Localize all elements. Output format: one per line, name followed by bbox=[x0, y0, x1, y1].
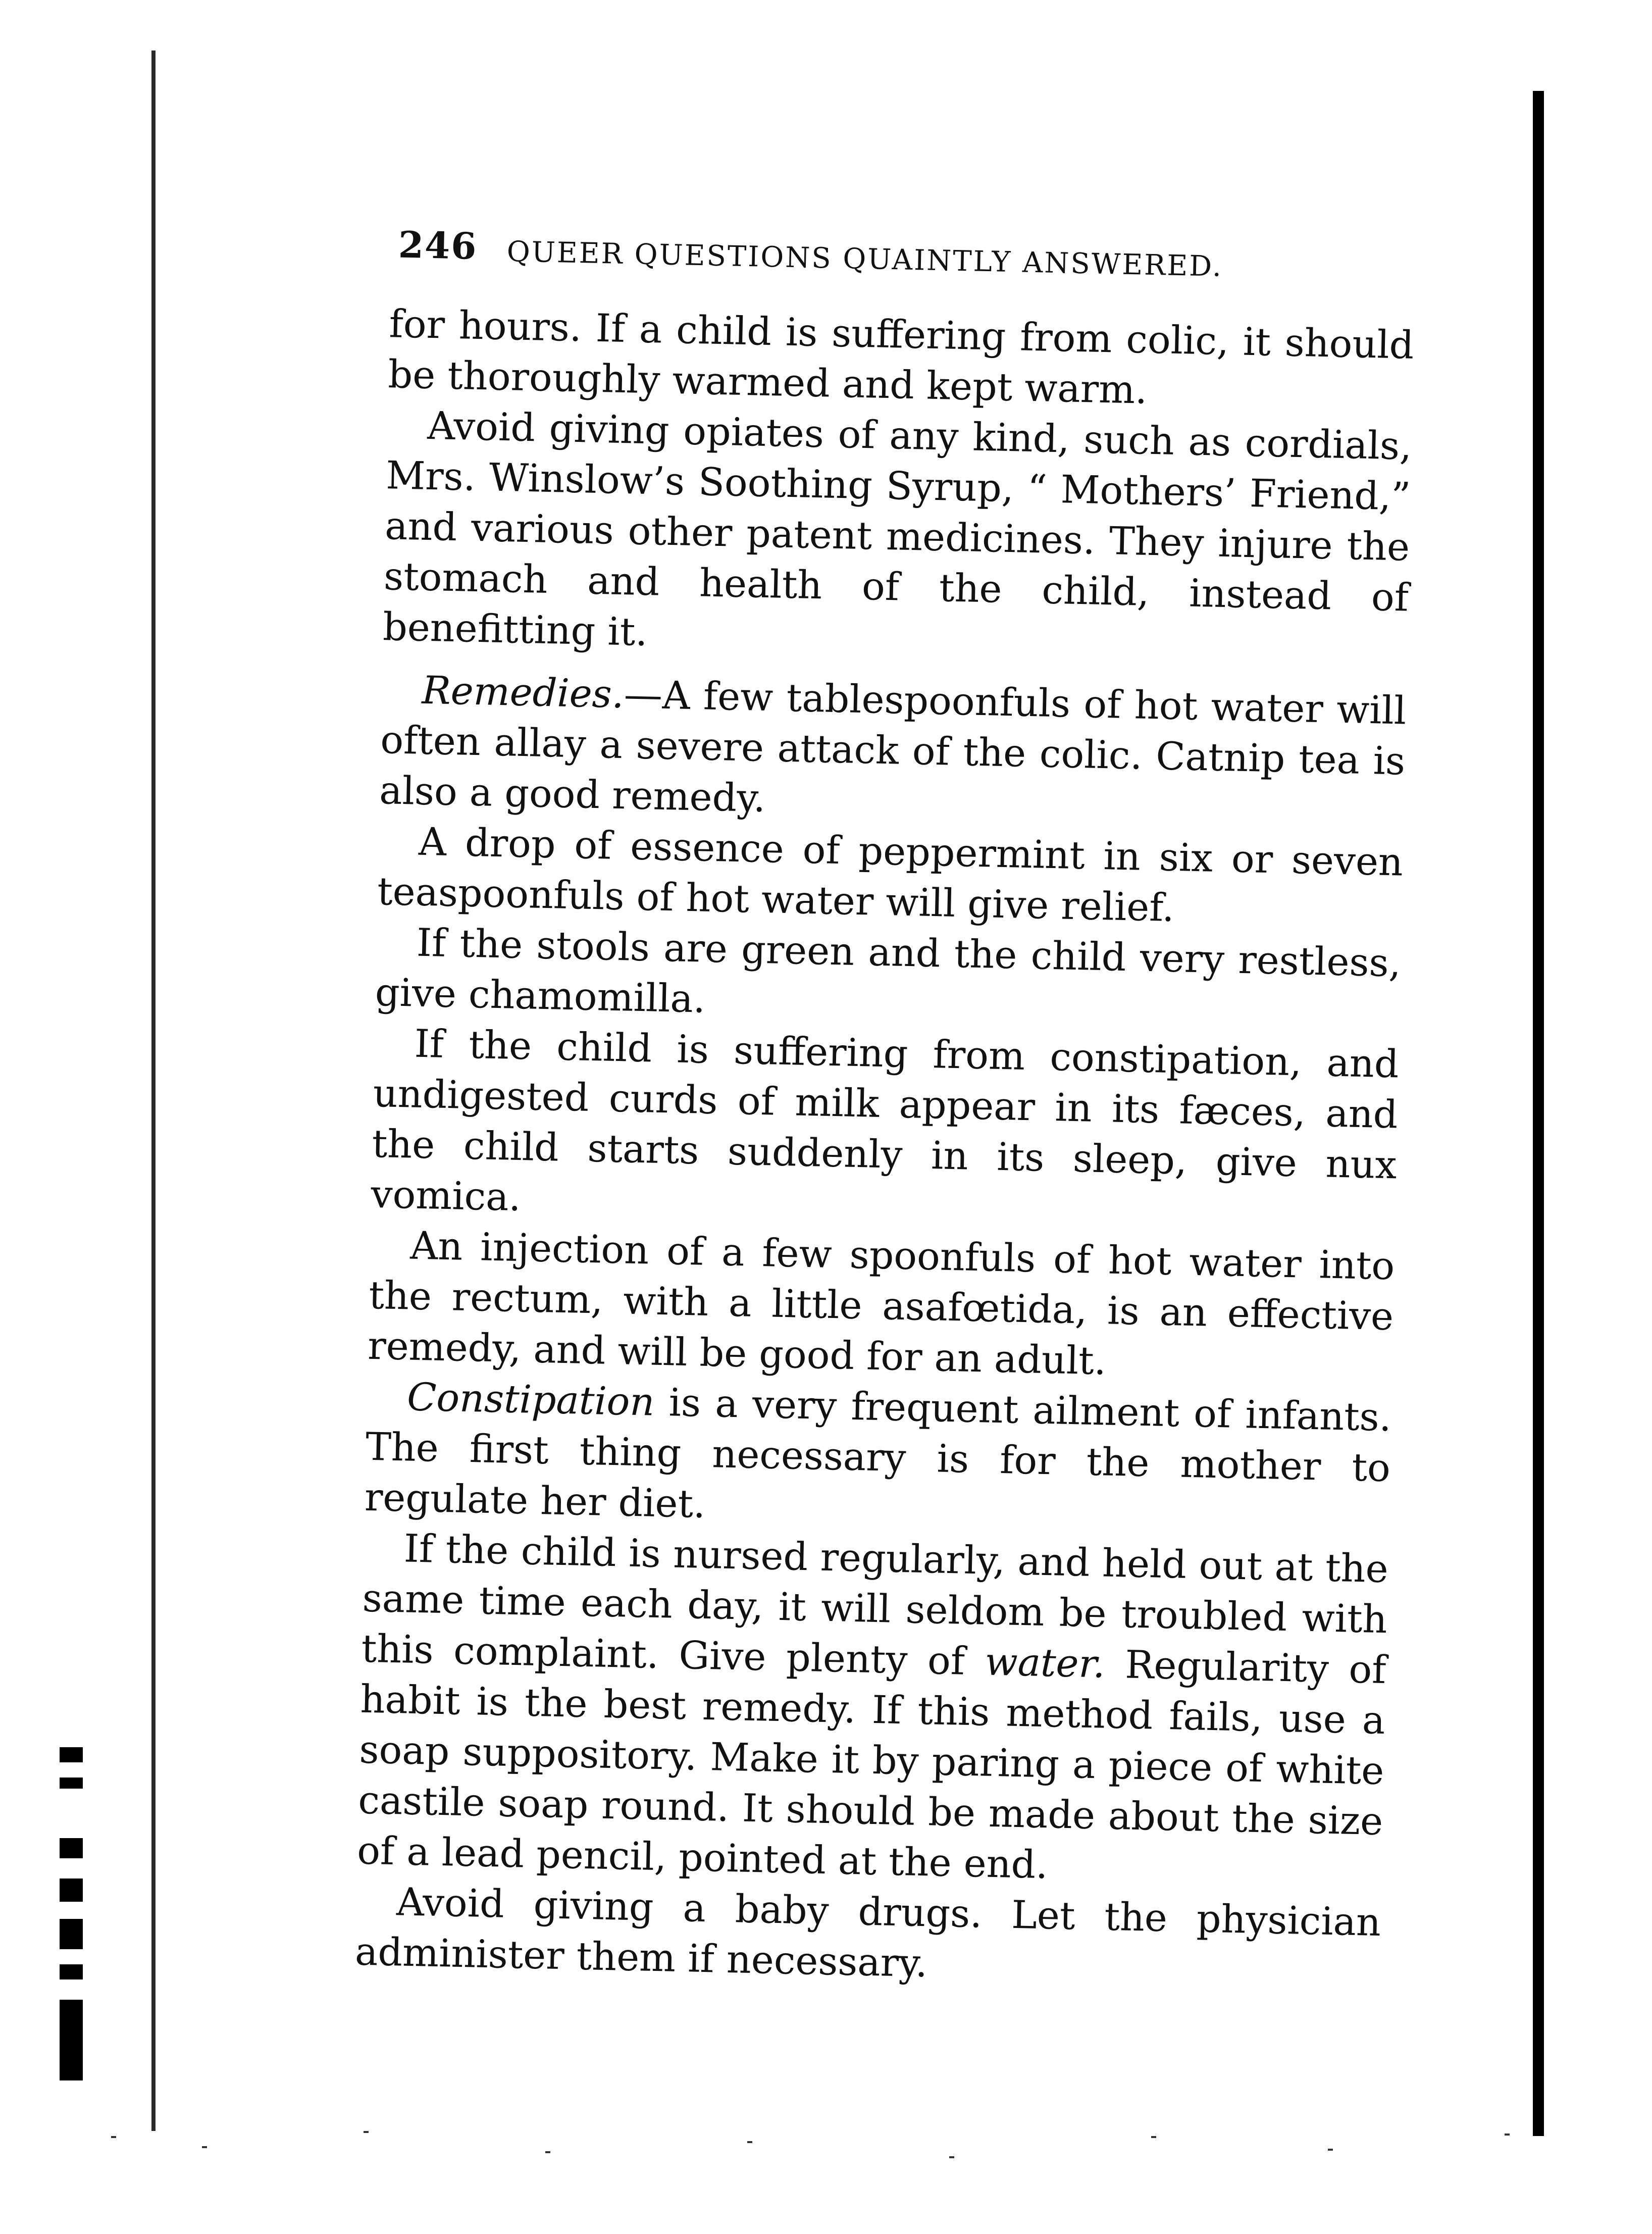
paragraph-3 bbox=[379, 664, 1407, 837]
paragraph-2: Avoid giving opiates of any kind, such as cordials, Mrs. Winslow’s Soothing Syrup, “ Mothers’ Friend,” and various other patent medicines. They injure the stomach and health of the child, instead of benefitting it. bbox=[382, 402, 1413, 655]
left-binding-edge bbox=[151, 50, 156, 2131]
remedies-heading: Remedies. bbox=[421, 667, 625, 717]
paragraph-10: Avoid giving a baby drugs. Let the physician administer them if necessary. bbox=[354, 1879, 1381, 1986]
running-title: QUEER QUESTIONS QUAINTLY ANSWERED. bbox=[506, 235, 1223, 283]
paragraph-9-text-b: Regularity of habit is the best remedy. If this method fails, use a soap suppository. Make it by paring a piece of white castile soap round. It should be made about the size of a lead pencil, pointed at the end. bbox=[356, 1641, 1387, 1888]
paragraph-8 bbox=[364, 1371, 1392, 1544]
scan-edge-marks bbox=[60, 1747, 83, 2101]
constipation-heading: Constipation bbox=[406, 1374, 655, 1425]
water-emphasis: water. bbox=[984, 1639, 1106, 1687]
paragraph-8-text: is a very frequent ailment of infants. The first thing necessary is for the mother to regulate her diet. bbox=[364, 1379, 1392, 1527]
paragraph-7: An injection of a few spoonfuls of hot water into the rectum, with a little asafœtida, is an effective remedy, and will be good for an adult. bbox=[367, 1223, 1396, 1384]
paragraph-1: for hours. If a child is suffering from colic, it should be thoroughly warmed and kept warm. bbox=[387, 301, 1415, 413]
scan-noise bbox=[91, 2111, 1616, 2181]
page-content bbox=[354, 222, 1415, 1986]
right-page-edge bbox=[1533, 91, 1544, 2136]
body-text bbox=[354, 298, 1414, 1998]
paragraph-9-text-a: If the child is nursed regularly, and held out at the same time each day, it will seldom be troubled with this complaint. Give plenty of bbox=[360, 1526, 1389, 1684]
paragraph-4: A drop of essence of peppermint in six or seven teaspoonfuls of hot water will give relief. bbox=[377, 819, 1404, 931]
page-header bbox=[360, 222, 1386, 294]
paragraph-5: If the stools are green and the child very restless, give chamomilla. bbox=[375, 920, 1402, 1022]
paragraph-3-text: —A few tablespoonfuls of hot water will often allay a severe attack of the colic. Catnip tea is also a good remedy. bbox=[379, 672, 1407, 821]
paragraph-9 bbox=[356, 1522, 1388, 1897]
page-number: 246 bbox=[398, 223, 478, 268]
paragraph-6: If the child is suffering from constipation, and undigested curds of milk appear in its fæces, and the child starts suddenly in its sleep, give nux vomica. bbox=[370, 1021, 1400, 1220]
